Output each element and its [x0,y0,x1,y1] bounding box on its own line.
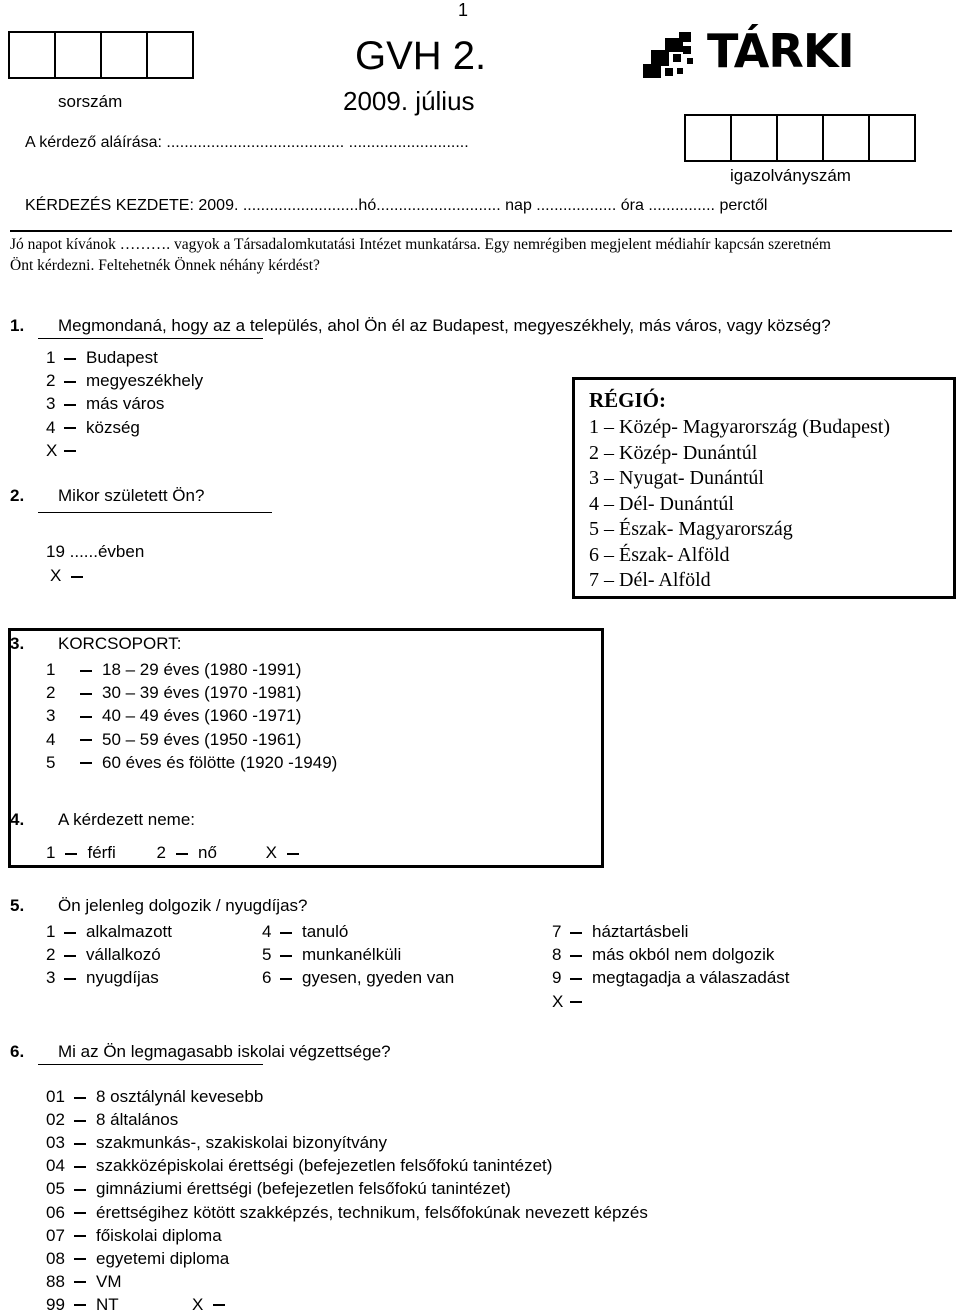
option-label: nyugdíjas [86,968,159,988]
dash-mark [280,955,292,957]
option-code: 5 [46,752,56,772]
dash-mark [65,853,77,855]
dash-mark [64,404,76,406]
option-label: 50 – 59 éves (1950 -1961) [102,729,302,749]
option-code: 4 [262,922,272,941]
q1-underline [38,338,263,339]
option-code: 1 [46,922,56,941]
q6-underline [38,1064,263,1065]
option-label: 8 általános [96,1110,179,1130]
dash-mark [64,358,76,360]
option-label: 60 éves és fölötte (1920 -1949) [102,752,338,772]
q5.col3-option[interactable] [552,990,592,1013]
option-label: munkanélküli [302,945,402,965]
dash-mark [570,1001,582,1003]
q1-text: Megmondaná, hogy az a település, ahol Ön él az Budapest, megyeszékhely, más város, vagy község? [58,316,831,335]
intro-line-2: Önt kérdezni. Feltehetnék Önnek néhány kérdést? [10,257,320,274]
dash-mark [280,978,292,980]
region-item: 7 – Dél- Alföld [589,569,711,591]
q2-answer-field[interactable]: 19 ......évben [46,542,145,561]
region-list [589,415,890,594]
q3.options-option[interactable] [46,751,337,774]
option-label: 8 osztálynál kevesebb [96,1087,264,1106]
dash-mark [74,1235,86,1237]
tarki-logo-icon [643,32,703,82]
option-label: gyesen, gyeden van [302,968,455,988]
id-digit-box[interactable] [868,114,916,162]
interviewer-signature-line: A kérdező aláírása: ........................................ ........................... [25,134,469,151]
dash-mark [64,381,76,383]
id-digit-box[interactable] [730,114,778,162]
header-divider [10,230,952,232]
q1.options-option[interactable] [46,346,158,369]
q3.options-option[interactable] [46,704,301,727]
q3.options-option[interactable] [46,681,301,704]
option-label: érettségihez kötött szakképzés, technikum, felsőfokúnak nevezett képzés [96,1202,648,1222]
dash-mark [80,762,92,764]
q6.options-option[interactable] [46,1177,511,1200]
dash-mark [74,1258,86,1260]
option-code: 3 [46,968,56,988]
option-code: 1 [46,348,56,367]
option-label: Budapest [86,348,158,367]
q6.options-option[interactable] [46,1293,119,1316]
serial-digit-box[interactable] [54,31,102,79]
q5.col2-option[interactable] [262,943,401,966]
q6.options-option[interactable] [46,1154,552,1177]
region-item: 4 – Dél- Dunántúl [589,492,734,515]
option-label: VM [96,1271,122,1291]
q1.options-option[interactable] [46,369,203,392]
option-code: 4 [46,729,56,749]
q5-text: Ön jelenleg dolgozik / nyugdíjas? [58,896,308,915]
q3-text: KORCSOPORT: [58,634,182,653]
q3.options-option[interactable] [46,728,301,751]
dash-mark [74,1304,86,1306]
option-code: 01 [46,1087,65,1106]
id-digit-box[interactable] [776,114,824,162]
q6-number: 6. [10,1042,25,1061]
dash-mark [570,978,582,980]
region-item: 1 – Közép- Magyarország (Budapest) [589,416,891,438]
option-label: 30 – 39 éves (1970 -1981) [102,683,302,703]
q1.options-option[interactable] [46,392,164,415]
q6.options-option[interactable] [46,1270,122,1293]
q4-options [46,843,309,863]
q5.col2-option[interactable] [262,966,454,989]
option-code: 3 [46,706,56,726]
option-code: 1 [46,843,56,862]
option-code: X [192,1294,204,1314]
option-code: 6 [262,968,272,988]
id-digit-box[interactable] [684,114,732,162]
option-label: község [86,417,140,437]
serial-digit-box[interactable] [146,31,194,79]
q4-option-male[interactable] [46,843,116,862]
dash-mark [80,670,92,672]
option-code: 9 [552,968,562,988]
option-code: 05 [46,1179,65,1199]
q5.col2-option[interactable] [262,920,348,943]
option-label: megyeszékhely [86,371,204,391]
option-code: 2 [46,683,56,703]
dash-mark [74,1212,86,1214]
dash-mark [74,1097,86,1099]
region-box [572,377,956,599]
region-item: 2 – Közép- Dunántúl [589,441,758,464]
option-code: 4 [46,417,56,437]
q6.options-option[interactable] [46,1131,387,1154]
dash-mark [74,1281,86,1283]
dash-mark [570,955,582,957]
dash-mark [74,1189,86,1191]
q4-number: 4. [10,810,25,829]
tarki-logo [643,24,868,82]
id-digit-box[interactable] [822,114,870,162]
q6.options-option[interactable] [46,1247,229,1270]
option-label: tanuló [302,922,349,941]
dash-mark [64,932,76,934]
option-label: háztartásbeli [592,922,689,941]
serial-label: sorszám [58,92,123,111]
page-title: GVH 2. [355,34,487,78]
option-code: 04 [46,1156,65,1176]
dash-mark [74,1120,86,1122]
dash-mark [64,427,76,429]
option-label: más okból nem dolgozik [592,945,775,965]
interview-start-line: KÉRDEZÉS KEZDETE: 2009. ..........................hó............................ nap .................. óra ............... perctől [25,197,768,214]
q5.col3-option[interactable] [552,966,790,989]
option-label: 40 – 49 éves (1960 -1971) [102,706,302,726]
option-code: 07 [46,1225,65,1245]
option-code: X [552,991,564,1011]
region-item: 3 – Nyugat- Dunántúl [589,467,764,489]
option-code: 2 [46,371,56,391]
region-item: 5 – Észak- Magyarország [589,518,793,540]
option-code: 02 [46,1110,65,1130]
q1-number: 1. [10,316,25,335]
dash-mark [74,1166,86,1168]
option-label: főiskolai diploma [96,1225,222,1245]
option-label: más város [86,394,165,414]
q3.options-option[interactable] [46,658,301,681]
id-label: igazolványszám [730,166,851,185]
option-code: 7 [552,922,562,941]
option-code: X [46,440,58,460]
serial-digit-box[interactable] [100,31,148,79]
id-number-boxes[interactable] [684,114,914,162]
option-code: 03 [46,1133,65,1153]
logo-text: TÁRKI [707,24,854,78]
serial-digit-box[interactable] [8,31,56,79]
q1.options-option[interactable] [46,416,140,439]
option-label: szakközépiskolai érettségi (befejezetlen felsőfokú tanintézet) [96,1156,553,1176]
dash-mark [64,450,76,452]
option-code: 5 [262,945,272,965]
dash-mark [64,955,76,957]
q5.col1-option[interactable] [46,943,161,966]
option-code: 88 [46,1271,65,1291]
q6-text: Mi az Ön legmagasabb iskolai végzettsége? [58,1042,391,1061]
page-number: 1 [458,0,469,20]
q5.col1-option[interactable] [46,966,159,989]
dash-mark [64,978,76,980]
option-code: X [265,843,278,862]
option-label: megtagadja a válaszadást [592,968,790,988]
option-label: vállalkozó [86,945,161,965]
dash-mark [176,853,188,855]
survey-date: 2009. július [343,86,475,116]
dash-mark [80,716,92,718]
serial-number-boxes[interactable] [8,31,192,79]
q5.col3-option[interactable] [552,920,688,943]
option-label: szakmunkás-, szakiskolai bizonyítvány [96,1133,388,1153]
option-label: NT [96,1294,119,1314]
q2-dont-know[interactable] [50,566,93,586]
q5.col1-option[interactable] [46,920,172,943]
q2-underline [38,512,272,513]
q6.options-option[interactable] [46,1201,648,1224]
dash-mark [80,693,92,695]
q4-option-female[interactable] [157,843,217,862]
dash-mark [80,739,92,741]
region-title: RÉGIÓ: [589,388,667,412]
q2-number: 2. [10,486,25,505]
q5-number: 5. [10,896,25,915]
dash-mark [570,932,582,934]
option-label: alkalmazott [86,922,172,941]
region-item: 6 – Észak- Alföld [589,543,730,566]
q5.col3-option[interactable] [552,943,774,966]
option-code: 2 [46,945,56,965]
option-code: 3 [46,394,56,414]
dash-mark [287,853,299,855]
q2-dk-code: X [50,566,62,585]
q6.options-option[interactable] [46,1085,263,1108]
option-code: 2 [156,843,167,862]
q4-option-dk[interactable] [266,843,309,862]
option-code: 08 [46,1248,65,1268]
dash-mark [213,1304,225,1306]
dash-mark [280,932,292,934]
q2-text: Mikor született Ön? [58,486,205,505]
option-label: férfi [87,843,116,862]
dash-mark [74,1143,86,1145]
option-code: 8 [552,945,562,965]
option-code: 06 [46,1202,65,1222]
q6.options-option[interactable] [46,1108,178,1131]
q6.options-option[interactable] [46,1224,222,1247]
option-label: 18 – 29 éves (1980 -1991) [102,660,302,679]
q1.options-option[interactable] [46,439,86,462]
q4-text: A kérdezett neme: [58,810,196,829]
intro-line-1: Jó napot kívánok ………. vagyok a Társadalomkutatási Intézet munkatársa. Egy nemrégiben megjelent médiahír kapcsán szeretném [10,236,831,253]
dash-mark [71,576,83,578]
option-label: gimnáziumi érettségi (befejezetlen felsőfokú tanintézet) [96,1179,511,1199]
option-code: 99 [46,1294,65,1314]
option-label: nő [198,843,217,862]
q3-number: 3. [10,634,25,653]
option-label: egyetemi diploma [96,1248,230,1268]
option-code: 1 [46,660,56,679]
q6-option-dk[interactable] [192,1293,235,1316]
